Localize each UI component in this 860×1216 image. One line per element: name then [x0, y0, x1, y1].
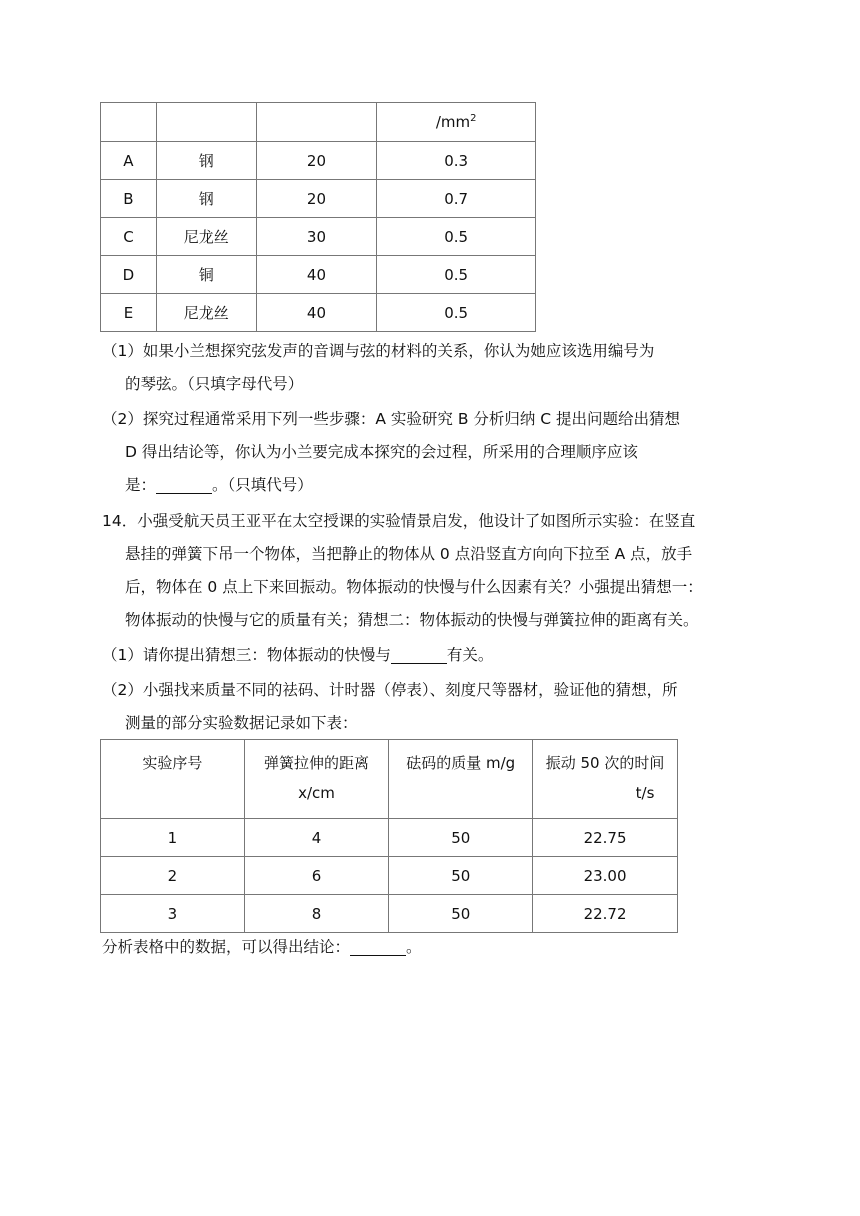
string-table	[100, 102, 536, 332]
experiment-data-table	[100, 739, 678, 933]
table-row: 3 8 50 22.72	[101, 895, 678, 933]
table-row: 2 6 50 23.00	[101, 857, 678, 895]
q14-stem-line4: 物体振动的快慢与它的质量有关；猜想二：物体振动的快慢与弹簧拉伸的距离有关。	[125, 611, 699, 629]
q14-stem-line1: 14．小强受航天员王亚平在太空授课的实验情景启发，他设计了如图所示实验：在竖直	[102, 512, 696, 530]
table-row: E 尼龙丝 40 0.5	[101, 294, 536, 332]
column-header: 振动 50 次的时间 t/s	[533, 740, 678, 819]
table-row: 1 4 50 22.75	[101, 819, 678, 857]
q13-part2-line2: D 得出结论等，你认为小兰要完成本探究的会过程，所采用的合理顺序应该	[125, 443, 638, 461]
column-header: 实验序号	[101, 740, 245, 819]
q13-part2-line1: （2）探究过程通常采用下列一些步骤：A 实验研究 B 分析归纳 C 提出问题给出猜想	[102, 410, 681, 428]
q14-stem-line2: 悬挂的弹簧下吊一个物体，当把静止的物体从 0 点沿竖直方向向下拉至 A 点，放手	[125, 545, 693, 563]
q14-part1: （1）请你提出猜想三：物体振动的快慢与 有关。	[102, 646, 494, 664]
q14-conclusion: 分析表格中的数据，可以得出结论： 。	[102, 938, 422, 956]
q13-part1-line2: 的琴弦。（只填字母代号）	[125, 375, 304, 393]
unit-cell: $/mm^2$	[377, 103, 536, 142]
answer-blank	[350, 937, 406, 956]
table-row: A 钢 20 0.3	[101, 142, 536, 180]
table-header-row	[101, 740, 678, 819]
table-row: C 尼龙丝 30 0.5	[101, 218, 536, 256]
q14-part2-line1: （2）小强找来质量不同的祛码、计时器（停表）、刻度尺等器材，验证他的猜想，所	[102, 681, 678, 699]
table-row: B 钢 20 0.7	[101, 180, 536, 218]
q14-part2-line2: 测量的部分实验数据记录如下表：	[125, 714, 358, 732]
q14-stem-line3: 后，物体在 0 点上下来回振动。物体振动的快慢与什么因素有关？小强提出猜想一：	[125, 578, 703, 596]
answer-blank	[156, 475, 212, 494]
q13-part2-line3: 是： 。（只填代号）	[125, 476, 313, 494]
table-row: D 铜 40 0.5	[101, 256, 536, 294]
table-header-row	[101, 103, 536, 142]
column-header: 弹簧拉伸的距离 x/cm	[244, 740, 389, 819]
q13-part1-line1: （1）如果小兰想探究弦发声的音调与弦的材料的关系，你认为她应该选用编号为	[102, 342, 655, 360]
answer-blank	[391, 645, 447, 664]
column-header: 砝码的质量 m/g	[389, 740, 533, 819]
